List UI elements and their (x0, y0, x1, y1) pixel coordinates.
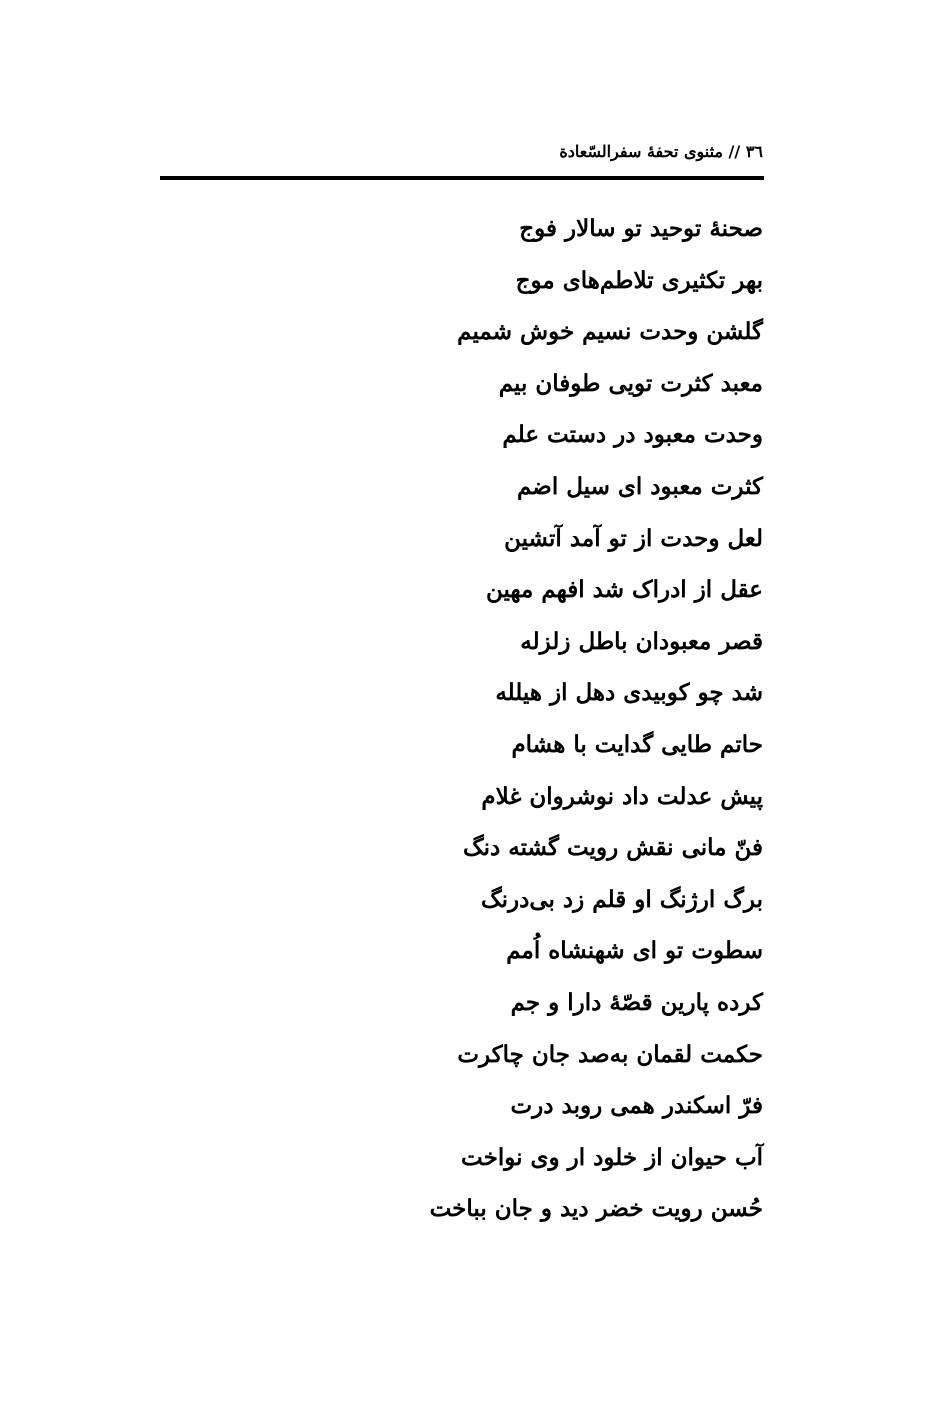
verse-line: صحنهٔ توحید تو سالار فوج (519, 215, 763, 242)
verse-line: لعل وحدت از تو آمد آتشین (504, 524, 763, 552)
verse-line: کثرت معبود ای سیل اضم (517, 472, 763, 500)
verse-line: عقل از ادراک شد افهم مهین (485, 576, 763, 604)
verse-line: فنّ مانی نقش رویت گشته دنگ (463, 834, 763, 862)
verse-line: معبد کثرت تویی طوفان بیم (498, 369, 763, 397)
verse-line: آب حیوان از خلود ار وی نواخت (461, 1143, 763, 1171)
verse-line: گلشن وحدت نسیم خوش شمیم (457, 318, 763, 346)
verse-line: وحدت معبود در دستت علم (502, 421, 763, 449)
header-rule (160, 176, 764, 180)
verse-line: سطوت تو ای شهنشاه اُمم (506, 937, 763, 965)
verse-line: برگ ارژنگ او قلم زد بی‌درنگ (481, 885, 763, 913)
running-head: ٣٦ // مثنوی تحفهٔ سفرالسّعادة (559, 142, 763, 161)
verse-line: بهر تکثیری تلاطم‌های موج (515, 266, 763, 294)
verse-line: حاتم طایی گدایت با هشام (511, 730, 763, 758)
verse-line: حکمت لقمان به‌صد جان چاکرت (457, 1040, 763, 1068)
verse-line: حُسن رویت خضر دید و جان بباخت (429, 1195, 763, 1223)
verse-line: شد چو کوبیدی دهل از هیلله (495, 679, 763, 707)
verse-line: کرده پارین قصّهٔ دارا و جم (510, 988, 763, 1016)
verse-line: فرّ اسکندر همی روبد درت (510, 1092, 763, 1120)
verse-line: پیش عدلت داد نوشروان غلام (481, 782, 763, 810)
verse-line: قصر معبودان باطل زلزله (520, 627, 763, 655)
verse-list (163, 203, 763, 1235)
